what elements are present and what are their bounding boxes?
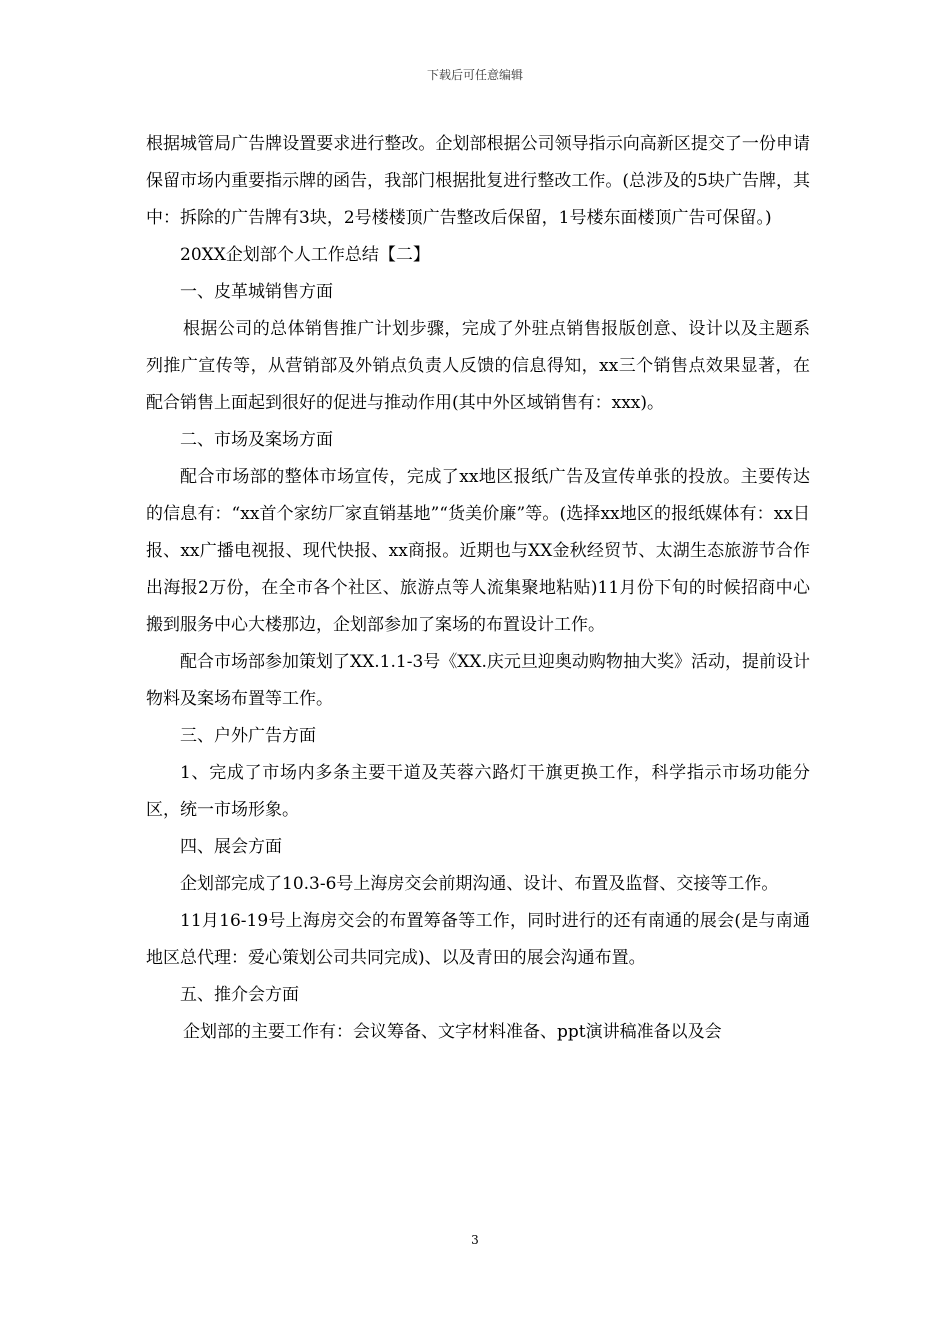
paragraph-shanghai-fair-october: 企划部完成了10.3-6号上海房交会前期沟通、设计、布置及监督、交接等工作。: [180, 874, 779, 894]
heading-exhibitions: 四、展会方面: [180, 837, 282, 857]
section-title-summary-two: 20XX企划部个人工作总结【二】: [180, 245, 430, 265]
paragraph-billboard-rectification: 根据城管局广告牌设置要求进行整改。企划部根据公司领导指示向高新区提交了一份申请保留市场内重要指示牌的函告，我部门根据批复进行整改工作。(总涉及的5块广告牌，其中：拆除的广告牌有3块，2号楼楼顶广告整改后保留，1号楼东面楼顶广告可保留。): [146, 134, 810, 228]
document-body: [146, 126, 810, 1051]
page-header: 下载后可任意编辑: [426, 68, 523, 82]
heading-promotion-meetings: 五、推介会方面: [180, 985, 299, 1005]
paragraph-lamp-flags: 1、完成了市场内多条主要干道及芙蓉六路灯干旗更换工作，科学指示市场功能分区，统一市场形象。: [146, 763, 810, 820]
paragraph-meeting-tasks: 企划部的主要工作有：会议筹备、文字材料准备、ppt演讲稿准备以及会: [183, 1022, 722, 1042]
paragraph-sales-promotion: 根据公司的总体销售推广计划步骤，完成了外驻点销售报版创意、设计以及主题系列推广宣传等，从营销部及外销点负责人反馈的信息得知，xx三个销售点效果显著，在配合销售上面起到很好的促进与推动作用(其中外区域销售有：xxx)。: [146, 319, 810, 413]
heading-leather-city-sales: 一、皮革城销售方面: [180, 282, 333, 302]
page-number: 3: [471, 1233, 479, 1247]
paragraph-market-publicity: 配合市场部的整体市场宣传，完成了xx地区报纸广告及宣传单张的投放。主要传达的信息有：“xx首个家纺厂家直销基地”“货美价廉”等。(选择xx地区的报纸媒体有：xx日报、xx广播电视报、现代快报、xx商报。近期也与XX金秋经贸节、太湖生态旅游节合作出海报2万份，在全市各个社区、旅游点等人流集聚地粘贴)11月份下旬的时候招商中心搬到服务中心大楼那边，企划部参加了案场的布置设计工作。: [146, 467, 810, 635]
paragraph-new-year-event: 配合市场部参加策划了XX.1.1-3号《XX.庆元旦迎奥动购物抽大奖》活动，提前设计物料及案场布置等工作。: [146, 652, 810, 709]
heading-market-and-sales-office: 二、市场及案场方面: [180, 430, 333, 450]
paragraph-shanghai-fair-november: 11月16-19号上海房交会的布置筹备等工作，同时进行的还有南通的展会(是与南通地区总代理：爱心策划公司共同完成)、以及青田的展会沟通布置。: [146, 911, 810, 968]
heading-outdoor-ads: 三、户外广告方面: [180, 726, 316, 746]
